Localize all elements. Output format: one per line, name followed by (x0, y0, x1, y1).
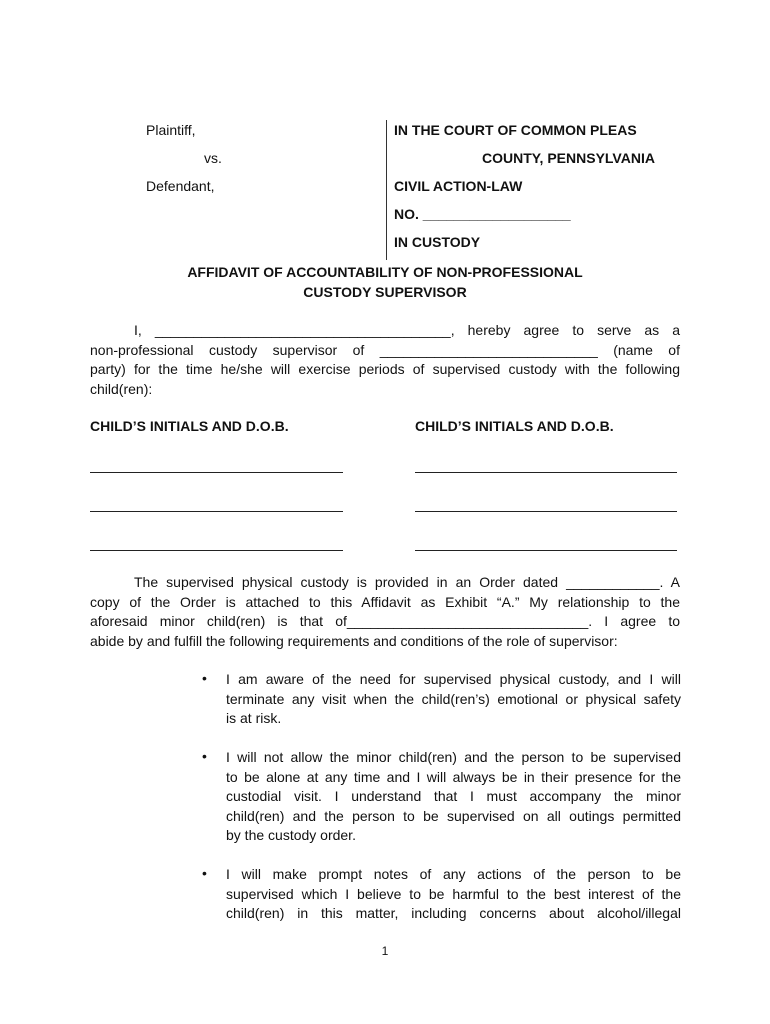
child-entry-line-left-1[interactable] (90, 472, 343, 473)
caption-divider (386, 120, 387, 260)
order-paragraph (90, 573, 680, 651)
requirement-item-1 (226, 670, 681, 729)
requirement-line: supervised which I believe to be harmful to the best interest of the (226, 885, 681, 902)
order-line: copy of the Order is attached to this Affidavit as Exhibit “A.” My relationship to the (90, 593, 680, 610)
requirement-line: I will make prompt notes of any actions of the person to be (226, 866, 681, 882)
bullet-symbol: • (202, 670, 207, 686)
child-entry-line-right-1[interactable] (415, 472, 677, 473)
child-column-header-right: CHILD’S INITIALS AND D.O.B. (415, 418, 614, 434)
bullet-symbol: • (202, 748, 207, 764)
order-line: abide by and fulfill the following requirements and conditions of the role of supervisor: (90, 632, 618, 649)
defendant-label: Defendant, (146, 178, 215, 194)
case-number-field[interactable]: NO. ___________________ (394, 206, 571, 222)
order-line[interactable]: The supervised physical custody is provided in an Order dated ____________. A (134, 574, 680, 590)
intro-line: party) for the time he/she will exercise periods of supervised custody with the following (90, 361, 680, 377)
court-name: IN THE COURT OF COMMON PLEAS (394, 122, 637, 138)
order-line[interactable]: aforesaid minor child(ren) is that of_______________________________. I agree to (90, 613, 680, 629)
intro-line: child(ren): (90, 380, 153, 397)
requirement-line: child(ren) in this matter, including concerns about alcohol/illegal (226, 905, 681, 921)
requirement-line: I am aware of the need for supervised physical custody, and I will (226, 671, 681, 687)
requirement-line: terminate any visit when the child(ren’s) emotional or physical safety (226, 690, 681, 707)
requirement-line: is at risk. (226, 710, 282, 726)
child-column-header-left: CHILD’S INITIALS AND D.O.B. (90, 418, 289, 434)
civil-action: CIVIL ACTION-LAW (394, 178, 523, 194)
requirement-line: custodial visit. I understand that I must accompany the minor (226, 788, 681, 804)
requirement-line: to be alone at any time and I will always be in their presence for the (226, 768, 681, 785)
child-entry-line-right-2[interactable] (415, 511, 677, 512)
vs-label: vs. (204, 150, 222, 166)
document-title-line-2: CUSTODY SUPERVISOR (303, 284, 467, 300)
child-entry-line-left-3[interactable] (90, 550, 343, 551)
child-entry-line-right-3[interactable] (415, 550, 677, 551)
intro-line[interactable]: non-professional custody supervisor of ____________________________ (name of (90, 341, 680, 358)
plaintiff-label: Plaintiff, (146, 122, 196, 138)
in-custody-label: IN CUSTODY (394, 234, 481, 250)
intro-line[interactable]: I, ______________________________________, hereby agree to serve as a (134, 322, 680, 338)
requirement-line: I will not allow the minor child(ren) and the person to be supervised (226, 749, 681, 765)
requirement-item-2 (226, 748, 681, 846)
page-number: 1 (381, 944, 389, 958)
bullet-symbol: • (202, 865, 207, 881)
document-title-line-1: AFFIDAVIT OF ACCOUNTABILITY OF NON-PROFESSIONAL (187, 264, 583, 280)
requirement-line: by the custody order. (226, 827, 356, 843)
county-name: COUNTY, PENNSYLVANIA (482, 150, 655, 166)
requirement-item-3 (226, 865, 681, 924)
intro-paragraph (90, 321, 680, 399)
requirement-line: child(ren) and the person to be supervised on all outings permitted (226, 807, 681, 824)
child-entry-line-left-2[interactable] (90, 511, 343, 512)
